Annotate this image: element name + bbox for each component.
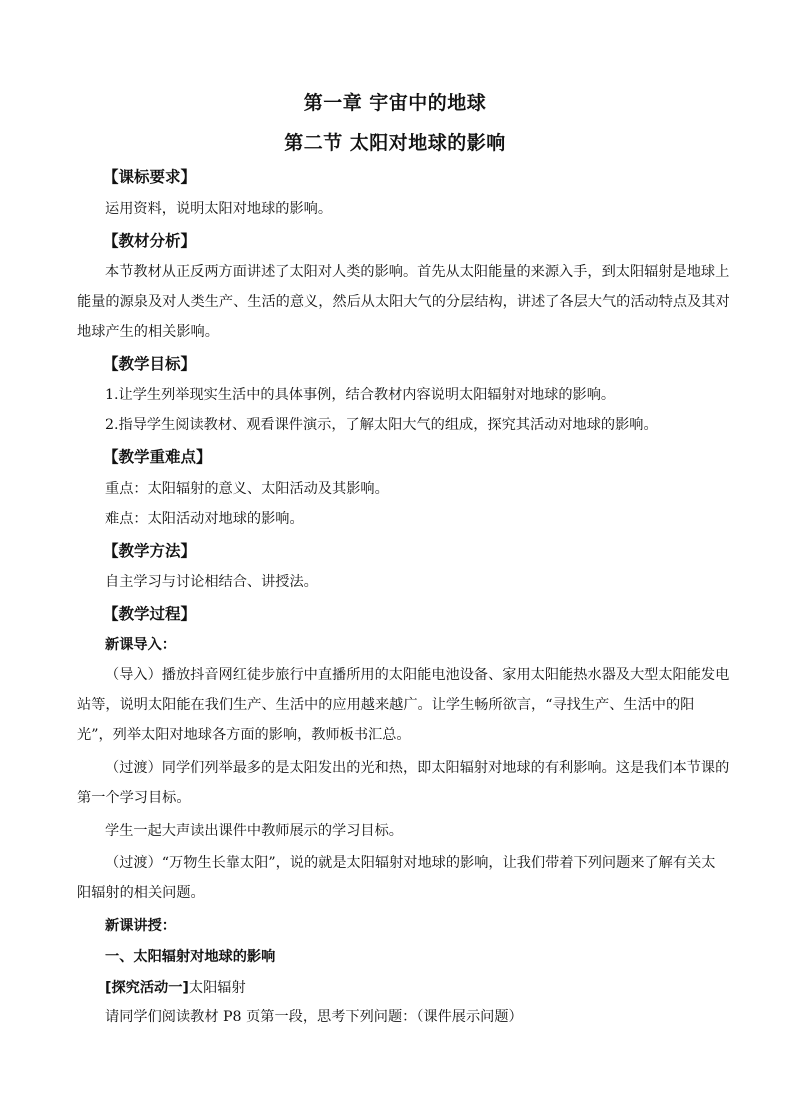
objective-item-2: 2.指导学生阅读教材、观看课件演示，了解太阳大气的组成，探究其活动对地球的影响。 (105, 417, 658, 433)
analysis-heading: 【教材分析】 (103, 232, 197, 250)
transition2-line-2: 阳辐射的相关问题。 (77, 885, 205, 901)
activity-line (105, 977, 246, 997)
intro-line-1: （导入）播放抖音网红徒步旅行中直播所用的太阳能电池设备、家用太阳能热水器及大型太阳能发电 (105, 667, 730, 683)
transition1-line-2: 第一个学习目标。 (77, 790, 191, 806)
curriculum-heading: 【课标要求】 (103, 168, 197, 186)
transition2-line-1: （过渡）“万物生长靠太阳”，说的就是太阳辐射对地球的影响，让我们带着下列问题来了解有关太 (105, 855, 716, 871)
reading-task: 请同学们阅读教材 P8 页第一段，思考下列问题：（课件展示问题） (105, 1009, 523, 1025)
intro-line-3: 光”，列举太阳对地球各方面的影响，教师板书汇总。 (77, 727, 411, 743)
lecture-label: 新课讲授： (105, 918, 176, 934)
analysis-line-1: 本节教材从正反两方面讲述了太阳对人类的影响。首先从太阳能量的来源入手，到太阳辐射是地球上 (105, 264, 730, 280)
section-title: 第二节 太阳对地球的影响 (284, 132, 506, 154)
part1-title: 一、太阳辐射对地球的影响 (105, 949, 276, 965)
intro-line-2: 站等，说明太阳能在我们生产、生活中的应用越来越广。让学生畅所欲言，“寻找生产、生活中的阳 (77, 697, 695, 713)
curriculum-text: 运用资料，说明太阳对地球的影响。 (105, 201, 333, 217)
intro-label: 新课导入： (105, 637, 176, 653)
read-line: 学生一起大声读出课件中教师展示的学习目标。 (105, 823, 403, 839)
activity-text: 太阳辐射 (188, 980, 246, 996)
objective-item-1: 1.让学生列举现实生活中的具体事例，结合教材内容说明太阳辐射对地球的影响。 (105, 387, 616, 403)
activity-label: [探究活动一] (105, 980, 189, 996)
important-point: 重点：太阳辐射的意义、太阳活动及其影响。 (105, 481, 389, 497)
methods-heading: 【教学方法】 (103, 542, 197, 560)
objectives-heading: 【教学目标】 (103, 355, 197, 373)
key-points-heading: 【教学重难点】 (103, 448, 212, 466)
analysis-line-2: 能量的源泉及对人类生产、生活的意义，然后从太阳大气的分层结构，讲述了各层大气的活动特点及其对 (77, 294, 730, 310)
process-heading: 【教学过程】 (103, 605, 197, 623)
methods-text: 自主学习与讨论相结合、讲授法。 (105, 574, 318, 590)
chapter-title: 第一章 宇宙中的地球 (303, 92, 487, 114)
difficult-point: 难点：太阳活动对地球的影响。 (105, 511, 304, 527)
analysis-line-3: 地球产生的相关影响。 (77, 324, 219, 340)
transition1-line-1: （过渡）同学们列举最多的是太阳发出的光和热，即太阳辐射对地球的有利影响。这是我们本节课的 (105, 760, 730, 776)
